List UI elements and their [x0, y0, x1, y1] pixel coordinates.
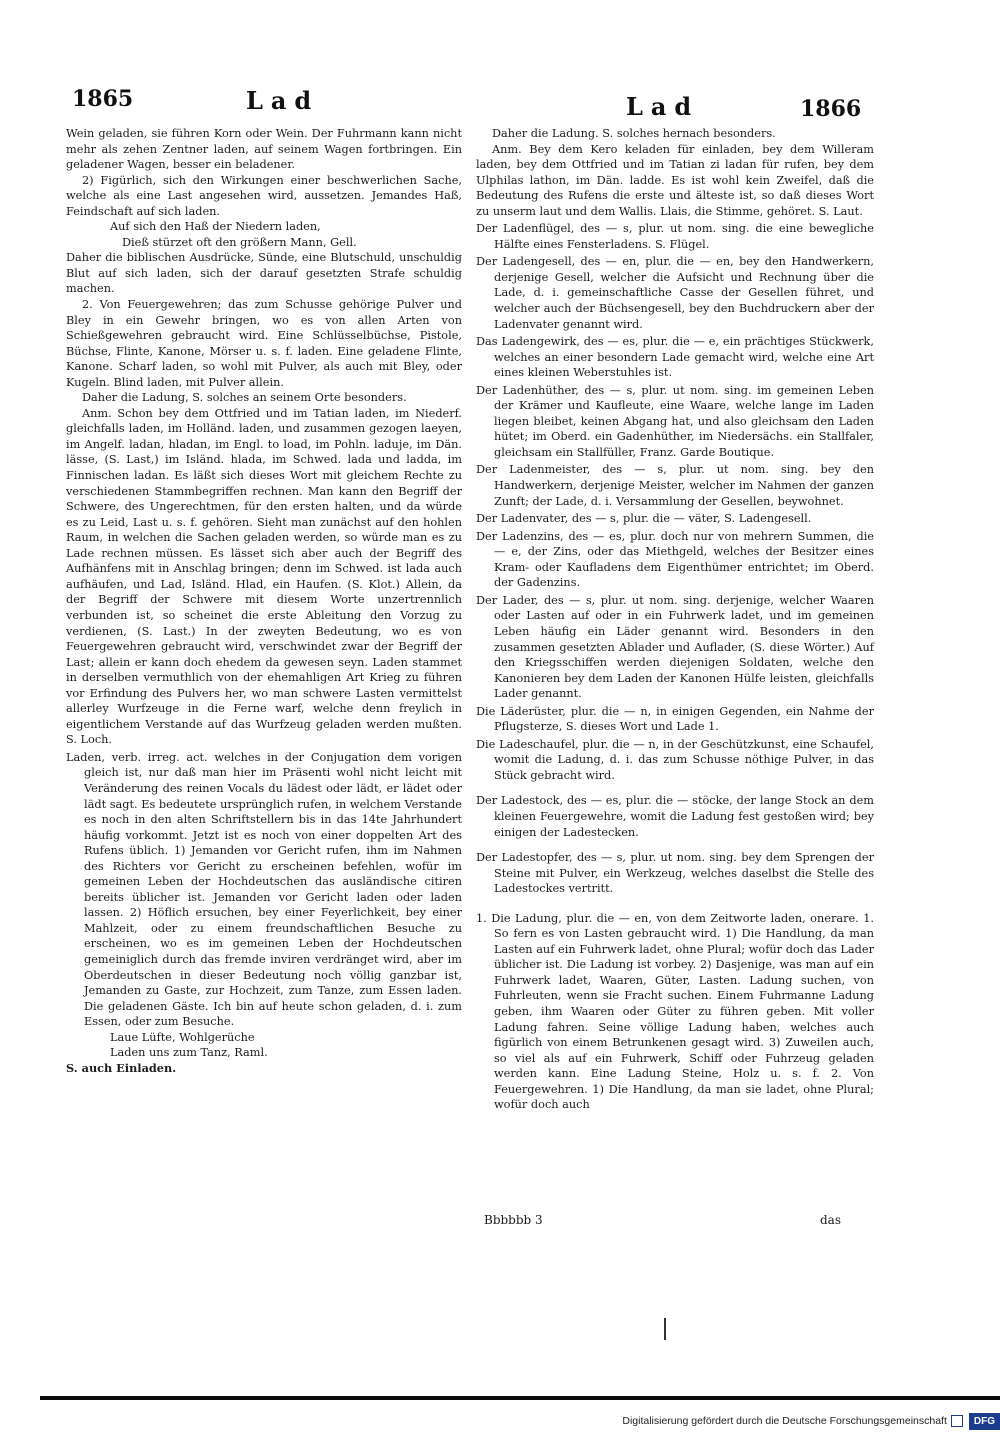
- verse-line: Dieß stürzet oft den größern Mann, Gell.: [122, 235, 357, 249]
- cross-reference: S. auch Einladen.: [66, 1060, 177, 1075]
- signature-mark: Bbbbbb 3: [484, 1213, 543, 1227]
- entry-ladenzins: Der Ladenzins, des — es, plur. doch nur von mehrern Summen, die — e, der Zins, oder das Miethgeld, welches der Besitzer eines Kram- oder Kaufladens dem Eigenthümer entrichtet; im Oberd. der Gadenzins.: [476, 529, 874, 590]
- right-column: [476, 126, 874, 1113]
- entry-ladengewirk: Das Ladengewirk, des — es, plur. die — e, ein prächtiges Stückwerk, welches an einer besondern Lade gemacht wird, welche eine Art eines kleinen Weberstuhles ist.: [476, 335, 874, 380]
- entry-ladenmeister: Der Ladenmeister, des — s, plur. ut nom. sing. bey den Handwerkern, derjenige Meister, welcher im Nahmen der ganzen Zunft; der Lade, d. i. Versammlung der Gesellen, beywohnet.: [476, 463, 874, 508]
- page-edge-line: [40, 1396, 1000, 1400]
- paragraph: 2) Figürlich, sich den Wirkungen einer beschwerlichen Sache, welche als eine Last angesehen wird, aussetzen. Jemandes Haß, Feindschaft auf sich laden.: [66, 173, 462, 218]
- verse-line: Auf sich den Haß der Niedern laden,: [110, 220, 321, 234]
- entry-ladengesell: Der Ladengesell, des — en, plur. die — en, bey den Handwerkern, derjenige Gesell, welcher die Aufsicht und Rechnung über die Lade, d. i. gemeinschaftliche Casse der Gesellen führet, und welcher auch der Büchsengesell, bey den Buchdruckern aber der Ladenvater genannt wird.: [476, 255, 874, 331]
- entry-ladestock: Der Ladestock, des — es, plur. die — stöcke, der lange Stock an dem kleinen Feuergewehre, womit die Ladung fest gestoßen wird; bey einigen der Ladestecken.: [476, 794, 874, 839]
- entry-ladenhuether: Der Ladenhüther, des — s, plur. ut nom. sing. im gemeinen Leben der Krämer und Kaufleute, eine Waare, welche lange im Laden liegen bleibet, keinen Abgang hat, und also gleichsam den Laden hütet; im Oberd. ein Gadenhüther, im Niedersächs. ein Stallfaler, gleichsam ein Stallfüller, Franz. Garde Boutique.: [476, 383, 874, 459]
- page-number-right: 1866: [800, 96, 862, 122]
- entry-ladeschaufel: Die Ladeschaufel, plur. die — n, in der Geschützkunst, eine Schaufel, womit die Ladung, d. i. das zum Schusse nöthige Pulver, in das Stück gebracht wird.: [476, 737, 874, 782]
- paragraph: Daher die Ladung. S. solches hernach besonders.: [492, 127, 776, 140]
- entry-laderuester: Die Läderüster, plur. die — n, in einigen Gegenden, ein Nahme der Pflugsterze, S. dieses Wort und Lade 1.: [476, 704, 874, 734]
- paragraph: 2. Von Feuergewehren; das zum Schusse gehörige Pulver und Bley in ein Gewehr bringen, wo es von allen Arten von Schießgewehren gebraucht wird. Eine Schlüsselbüchse, Pistole, Büchse, Flinte, Kanone, Mörser u. s. f. laden. Eine geladene Flinte, Kanone. Scharf laden, so wohl mit Pulver, als auch mit Bley, oder Kugeln. Blind laden, mit Pulver allein.: [66, 298, 462, 389]
- paragraph: Daher die Ladung, S. solches an seinem Orte besonders.: [82, 391, 407, 405]
- paragraph: Daher die biblischen Ausdrücke, Sünde, eine Blutschuld, unschuldig Blut auf sich laden, sich der darauf gesetzten Strafe schuldig machen.: [66, 251, 462, 296]
- verse-line: Laue Lüfte, Wohlgerüche: [110, 1030, 255, 1044]
- funding-footer: [614, 1410, 1000, 1432]
- verse-line: Laden uns zum Tanz, Raml.: [110, 1046, 268, 1060]
- annotation-paragraph: Anm. Bey dem Kero keladen für einladen, bey dem Willeram laden, bey dem Ottfried und im Tatian zi ladan für rufen, bey dem Ulphilas lathon, im Dän. ladde. Es ist wohl kein Zweifel, daß die Bedeutung des Rufens die erste und älteste ist, so daß dieses Wort zu unserm laut und dem Wallis. Llais, die Stimme, gehöret. S. Laut.: [476, 142, 874, 218]
- entry-ladenfluegel: Der Ladenflügel, des — s, plur. ut nom. sing. die eine bewegliche Hälfte eines Fensterladens. S. Flügel.: [476, 222, 874, 251]
- margin-mark: [664, 1318, 666, 1340]
- running-head-left: Lad: [246, 86, 320, 115]
- entry-ladenvater: Der Ladenvater, des — s, plur. die — väter, S. Ladengesell.: [476, 512, 812, 526]
- entry-lader: Der Lader, des — s, plur. ut nom. sing. derjenige, welcher Waaren oder Lasten auf oder in ein Fuhrwerk ladet, und im gemeinen Leben häufig ein Läder genannt wird. Besonders in den zusammen gesetzten Ablader und Auflader, (S. diese Wörter.) Auf den Kriegsschiffen werden diejenigen Soldaten, welche den Kanonieren bey dem Laden der Kanonen Hülfe leisten, gleichfalls Lader genannt.: [476, 593, 874, 701]
- dfg-logo-icon: [951, 1415, 963, 1427]
- dfg-logo: DFG: [969, 1413, 1000, 1430]
- left-column: [66, 126, 462, 1076]
- annotation-paragraph: Anm. Schon bey dem Ottfried und im Tatian laden, im Niederf. gleichfalls laden, im Holländ. laden, und zusammen gezogen laeyen, im Angelf. ladan, hladan, im Engl. to load, im Pohln. laduje, im Dän. lässe, (S. Last,) im Isländ. hlada, im Schwed. lada und ladda, im Finnischen ladan. Es läßt sich dieses Wort mit gleichem Rechte zu verschiedenen Stammbegriffen rechnen. Man kann den Begriff der Schwere, des Ungerechtmen, für den ersten halten, und da würde es zu Leid, Last u. s. f. gehören. Sieht man zunächst auf den hohlen Raum, in welchen die Sachen geladen werden, so würde man es zu Lade rechnen müssen. Es lässet sich aber auch der Begriff des Aufhänfens mit in Anschlag bringen; denn im Schwed. ist lada auch aufhäufen, und Lad, Isländ. Hlad, ein Haufen. (S. Klot.) Allein, da der Begriff der Schwere mit diesem Worte unzertrennlich verbunden ist, so scheinet die erste Ableitung den Vorzug zu verdienen, (S. Last.) In der zweyten Bedeutung, wo es von Feuergewehren gebraucht wird, verschwindet zwar der Begriff der Last; allein er kann doch ehedem da gewesen seyn. Laden stammet in derselben vermuthlich von der ehemahligen Art Krieg zu führen vor Erfindung des Pulvers her, wo man schwere Lasten vermittelst allerley Wurfzeuge in die Ferne warf, welche denn freylich in eigentlichem Verstande auf das Wurfzeug geladen werden mußten. S. Loch.: [66, 406, 462, 747]
- entry-ladung: 1. Die Ladung, plur. die — en, von dem Zeitworte laden, onerare. 1. So fern es von Lasten gebraucht wird. 1) Die Handlung, da man Lasten auf ein Fuhrwerk ladet, ohne Plural; wofür doch das Lader üblicher ist. Die Ladung ist vorbey. 2) Dasjenige, was man auf ein Fuhrwerk ladet, Waaren, Güter, Lasten. Ladung suchen, von Fuhrleuten, wenn sie Fracht suchen. Einem Fuhrmanne Ladung geben, ihm Waaren oder Güter zu führen geben. Mit voller Ladung fahren. Seine völlige Ladung haben, welches auch figürlich von einem Betrunkenen gesagt wird. 3) Zuweilen auch, so viel als auf ein Fuhrwerk, Schiff oder Fuhrzeug geladen werden kann. Eine Ladung Steine, Holz u. s. f. 2. Von Feuergewehren. 1) Die Handlung, da man sie ladet, ohne Plural; wofür doch auch: [476, 911, 874, 1112]
- page-number-left: 1865: [72, 86, 134, 112]
- catchword: das: [820, 1213, 841, 1227]
- entry-laden-2: Laden, verb. irreg. act. welches in der Conjugation dem vorigen gleich ist, nur daß man hier im Präsenti wohl nicht leicht mit Veränderung des reinen Vocals du lädest oder lädt, er lädet oder lädt sagt. Es bedeutete ursprünglich rufen, in welchem Verstande es noch in den alten Schriftstellern bis in das 14te Jahrhundert häufig vorkommt. Jetzt ist es noch von einer doppelten Art des Rufens üblich. 1) Jemanden vor Gericht rufen, ihm im Nahmen des Richters vor Gericht zu erscheinen befehlen, wofür im gemeinen Leben der Hochdeutschen das ausländische citiren bereits üblicher ist. Jemanden vor Gericht laden oder laden lassen. 2) Höflich ersuchen, bey einer Feyerlichkeit, bey einer Mahlzeit, oder zu einem freundschaftlichen Besuche zu erscheinen, wo es im gemeinen Leben der Hochdeutschen gemeiniglich durch das fremde inviren verdränget wird, aber im Oberdeutschen in dieser Bedeutung noch völlig ganzbar ist, Jemanden zu Gaste, zur Hochzeit, zum Tanze, zum Essen laden. Die geladenen Gäste. Ich bin auf heute schon geladen, d. i. zum Essen, oder zum Besuche.: [66, 750, 462, 1029]
- entry-ladestopfer: Der Ladestopfer, des — s, plur. ut nom. sing. bey dem Sprengen der Steine mit Pulver, ein Werkzeug, welches daselbst die Stelle des Ladestockes vertritt.: [476, 851, 874, 896]
- funding-text: Digitalisierung gefördert durch die Deutsche Forschungsgemeinschaft: [622, 1415, 947, 1427]
- paragraph: Wein geladen, sie führen Korn oder Wein. Der Fuhrmann kann nicht mehr als zehen Zentner laden, auf seinem Wagen fortbringen. Ein geladener Wagen, besser ein beladener.: [66, 127, 462, 172]
- running-head-right: Lad: [626, 92, 700, 121]
